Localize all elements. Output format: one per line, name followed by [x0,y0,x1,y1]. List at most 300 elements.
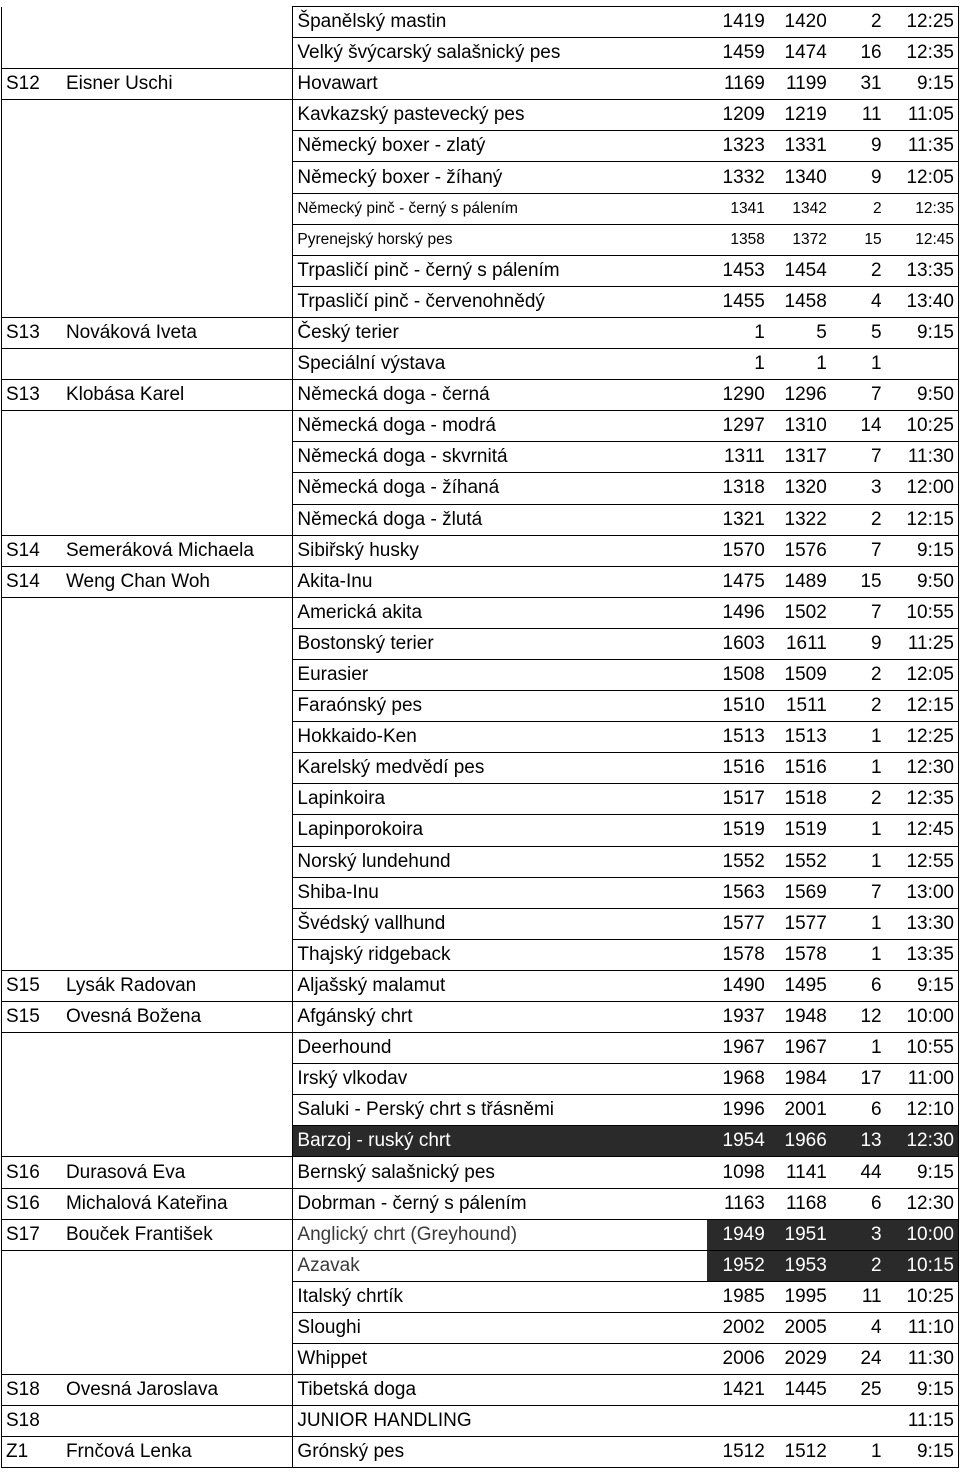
catalog-from-cell: 1358 [707,224,769,255]
ring-cell [2,473,62,504]
breed-cell: Velký švýcarský salašnický pes [293,38,707,69]
catalog-from-cell: 1968 [707,1064,769,1095]
catalog-from-cell: 1 [707,349,769,380]
ring-cell: S13 [2,317,62,348]
table-row [2,722,959,753]
ring-cell [2,815,62,846]
catalog-from-cell: 1552 [707,846,769,877]
table-row [2,784,959,815]
time-cell: 10:00 [886,1219,959,1250]
judge-cell [62,1095,293,1126]
judge-cell: Lysák Radovan [62,970,293,1001]
catalog-from-cell: 1419 [707,7,769,38]
ring-cell [2,1126,62,1157]
catalog-to-cell: 1967 [769,1033,831,1064]
catalog-from-cell: 1954 [707,1126,769,1157]
time-cell: 11:30 [886,442,959,473]
count-cell: 4 [831,1312,886,1343]
table-row [2,1095,959,1126]
count-cell: 1 [831,722,886,753]
time-cell: 9:15 [886,317,959,348]
catalog-to-cell: 1474 [769,38,831,69]
ring-cell [2,846,62,877]
time-cell: 12:15 [886,504,959,535]
table-row [2,1344,959,1375]
judge-cell: Klobása Karel [62,380,293,411]
catalog-from-cell [707,1406,769,1437]
judge-cell [62,691,293,722]
time-cell: 9:15 [886,535,959,566]
catalog-from-cell: 1578 [707,939,769,970]
ring-cell [2,286,62,317]
ring-cell: S15 [2,1002,62,1033]
count-cell: 5 [831,317,886,348]
catalog-from-cell: 1967 [707,1033,769,1064]
judge-cell: Weng Chan Woh [62,566,293,597]
judge-cell [62,1281,293,1312]
breed-cell: Španělský mastin [293,7,707,38]
catalog-to-cell: 1576 [769,535,831,566]
ring-cell [2,1095,62,1126]
count-cell: 3 [831,473,886,504]
time-cell: 12:10 [886,1095,959,1126]
ring-cell [2,100,62,131]
judge-cell: Nováková Iveta [62,317,293,348]
catalog-to-cell: 1219 [769,100,831,131]
judge-cell [62,784,293,815]
catalog-from-cell: 1 [707,317,769,348]
catalog-from-cell: 1323 [707,131,769,162]
ring-cell [2,162,62,193]
ring-cell [2,193,62,224]
judge-cell: Frnčová Lenka [62,1437,293,1468]
catalog-to-cell: 1519 [769,815,831,846]
ring-cell [2,597,62,628]
catalog-from-cell: 1577 [707,908,769,939]
catalog-from-cell: 1510 [707,691,769,722]
judge-cell [62,131,293,162]
catalog-to-cell: 1995 [769,1281,831,1312]
count-cell: 9 [831,162,886,193]
count-cell: 1 [831,753,886,784]
breed-cell: Irský vlkodav [293,1064,707,1095]
catalog-to-cell: 1513 [769,722,831,753]
table-row [2,255,959,286]
catalog-to-cell: 1516 [769,753,831,784]
time-cell: 11:00 [886,1064,959,1095]
ring-cell [2,753,62,784]
ring-cell: S16 [2,1157,62,1188]
breed-cell: Pyrenejský horský pes [293,224,707,255]
breed-cell: Německý boxer - žíhaný [293,162,707,193]
catalog-to-cell: 1420 [769,7,831,38]
judge-cell [62,877,293,908]
catalog-to-cell: 1552 [769,846,831,877]
breed-cell: Trpasličí pinč - červenohnědý [293,286,707,317]
table-row [2,473,959,504]
catalog-to-cell: 1322 [769,504,831,535]
catalog-to-cell: 1509 [769,659,831,690]
time-cell [886,349,959,380]
ring-cell [2,1064,62,1095]
ring-cell [2,722,62,753]
count-cell: 15 [831,566,886,597]
judge-cell [62,1312,293,1343]
time-cell: 12:25 [886,722,959,753]
breed-cell: Akita-Inu [293,566,707,597]
ring-cell: S18 [2,1375,62,1406]
judge-cell: Ovesná Jaroslava [62,1375,293,1406]
catalog-from-cell: 1985 [707,1281,769,1312]
time-cell: 12:30 [886,1188,959,1219]
count-cell: 7 [831,877,886,908]
table-row [2,1157,959,1188]
table-row [2,970,959,1001]
catalog-to-cell: 1951 [769,1219,831,1250]
time-cell: 13:40 [886,286,959,317]
count-cell: 6 [831,1095,886,1126]
table-row [2,38,959,69]
breed-cell: Bostonský terier [293,628,707,659]
time-cell: 12:35 [886,38,959,69]
judge-cell [62,1033,293,1064]
ring-cell: S15 [2,970,62,1001]
catalog-to-cell: 5 [769,317,831,348]
catalog-to-cell: 1168 [769,1188,831,1219]
breed-cell: Aljašský malamut [293,970,707,1001]
count-cell: 1 [831,846,886,877]
time-cell: 9:15 [886,1157,959,1188]
count-cell: 2 [831,7,886,38]
breed-cell: Trpasličí pinč - černý s pálením [293,255,707,286]
table-row [2,1188,959,1219]
catalog-from-cell: 1490 [707,970,769,1001]
catalog-from-cell: 1952 [707,1250,769,1281]
catalog-from-cell: 2002 [707,1312,769,1343]
count-cell: 1 [831,1033,886,1064]
ring-cell [2,255,62,286]
catalog-from-cell: 1341 [707,193,769,224]
catalog-to-cell: 1577 [769,908,831,939]
breed-cell: Italský chrtík [293,1281,707,1312]
breed-cell: Tibetská doga [293,1375,707,1406]
time-cell: 12:00 [886,473,959,504]
catalog-to-cell: 1611 [769,628,831,659]
catalog-to-cell: 1518 [769,784,831,815]
ring-cell [2,691,62,722]
breed-cell: Český terier [293,317,707,348]
table-row [2,193,959,224]
ring-cell [2,504,62,535]
time-cell: 12:35 [886,784,959,815]
judge-cell [62,442,293,473]
judge-cell [62,722,293,753]
count-cell: 11 [831,100,886,131]
count-cell: 11 [831,1281,886,1312]
catalog-to-cell: 1310 [769,411,831,442]
catalog-to-cell: 1489 [769,566,831,597]
catalog-from-cell: 1496 [707,597,769,628]
catalog-to-cell: 2001 [769,1095,831,1126]
breed-cell: Thajský ridgeback [293,939,707,970]
time-cell: 10:15 [886,1250,959,1281]
ring-cell [2,442,62,473]
table-row [2,286,959,317]
time-cell: 9:15 [886,1437,959,1468]
count-cell: 1 [831,815,886,846]
catalog-from-cell: 2006 [707,1344,769,1375]
count-cell: 1 [831,908,886,939]
count-cell [831,1406,886,1437]
catalog-to-cell: 1984 [769,1064,831,1095]
count-cell: 2 [831,659,886,690]
breed-cell: Americká akita [293,597,707,628]
breed-cell: Afgánský chrt [293,1002,707,1033]
breed-cell: Speciální výstava [293,349,707,380]
table-row [2,69,959,100]
catalog-from-cell: 1297 [707,411,769,442]
catalog-from-cell: 1098 [707,1157,769,1188]
breed-cell: Shiba-Inu [293,877,707,908]
time-cell: 12:15 [886,691,959,722]
breed-cell: Německý boxer - zlatý [293,131,707,162]
judge-cell [62,7,293,38]
ring-cell: S14 [2,535,62,566]
breed-cell: Německá doga - černá [293,380,707,411]
count-cell: 9 [831,628,886,659]
judge-cell [62,1064,293,1095]
judge-cell [62,939,293,970]
catalog-from-cell: 1163 [707,1188,769,1219]
judge-cell: Ovesná Božena [62,1002,293,1033]
table-row [2,753,959,784]
catalog-to-cell: 1199 [769,69,831,100]
catalog-from-cell: 1513 [707,722,769,753]
breed-cell: Lapinkoira [293,784,707,815]
catalog-from-cell: 1475 [707,566,769,597]
catalog-from-cell: 1290 [707,380,769,411]
catalog-to-cell: 2005 [769,1312,831,1343]
breed-cell: Německá doga - žlutá [293,504,707,535]
judge-cell [62,659,293,690]
catalog-from-cell: 1949 [707,1219,769,1250]
judge-cell [62,504,293,535]
table-row [2,535,959,566]
table-row [2,908,959,939]
breed-cell: Karelský medvědí pes [293,753,707,784]
table-row [2,162,959,193]
time-cell: 12:05 [886,659,959,690]
time-cell: 11:30 [886,1344,959,1375]
table-row [2,566,959,597]
table-row [2,597,959,628]
catalog-from-cell: 1937 [707,1002,769,1033]
catalog-to-cell: 1320 [769,473,831,504]
judge-cell [62,597,293,628]
ring-cell [2,877,62,908]
schedule-table [1,6,959,1468]
breed-cell: Německá doga - skvrnitá [293,442,707,473]
time-cell: 12:05 [886,162,959,193]
breed-cell: JUNIOR HANDLING [293,1406,707,1437]
time-cell: 10:55 [886,597,959,628]
judge-cell [62,1344,293,1375]
count-cell: 31 [831,69,886,100]
catalog-from-cell: 1519 [707,815,769,846]
breed-cell: Barzoj - ruský chrt [293,1126,707,1157]
time-cell: 9:15 [886,1375,959,1406]
count-cell: 2 [831,691,886,722]
breed-cell: Deerhound [293,1033,707,1064]
count-cell: 1 [831,349,886,380]
judge-cell [62,1250,293,1281]
ring-cell: S12 [2,69,62,100]
count-cell: 1 [831,939,886,970]
ring-cell [2,131,62,162]
judge-cell: Eisner Uschi [62,69,293,100]
judge-cell: Semeráková Michaela [62,535,293,566]
catalog-to-cell: 1948 [769,1002,831,1033]
catalog-to-cell: 1495 [769,970,831,1001]
judge-cell [62,411,293,442]
breed-cell: Kavkazský pastevecký pes [293,100,707,131]
catalog-from-cell: 1209 [707,100,769,131]
ring-cell [2,659,62,690]
table-row [2,131,959,162]
time-cell: 10:25 [886,1281,959,1312]
catalog-to-cell: 1511 [769,691,831,722]
count-cell: 7 [831,597,886,628]
count-cell: 7 [831,535,886,566]
judge-cell [62,473,293,504]
catalog-from-cell: 1455 [707,286,769,317]
ring-cell [2,7,62,38]
breed-cell: Sloughi [293,1312,707,1343]
time-cell: 9:50 [886,566,959,597]
catalog-from-cell: 1563 [707,877,769,908]
table-row [2,100,959,131]
catalog-to-cell: 1458 [769,286,831,317]
judge-cell [62,38,293,69]
ring-cell: S18 [2,1406,62,1437]
ring-cell: S13 [2,380,62,411]
count-cell: 25 [831,1375,886,1406]
count-cell: 7 [831,380,886,411]
catalog-from-cell: 1512 [707,1437,769,1468]
table-row [2,1312,959,1343]
catalog-to-cell: 1296 [769,380,831,411]
judge-cell [62,815,293,846]
judge-cell: Bouček František [62,1219,293,1250]
time-cell: 11:15 [886,1406,959,1437]
catalog-from-cell: 1570 [707,535,769,566]
table-row [2,380,959,411]
breed-cell: Dobrman - černý s pálením [293,1188,707,1219]
catalog-to-cell: 1578 [769,939,831,970]
breed-cell: Anglický chrt (Greyhound) [293,1219,707,1250]
time-cell: 9:15 [886,69,959,100]
table-row [2,1219,959,1250]
count-cell: 2 [831,504,886,535]
judge-cell [62,908,293,939]
catalog-from-cell: 1508 [707,659,769,690]
time-cell: 12:25 [886,7,959,38]
table-row [2,1375,959,1406]
catalog-to-cell: 1342 [769,193,831,224]
ring-cell [2,1344,62,1375]
table-row [2,349,959,380]
catalog-from-cell: 1516 [707,753,769,784]
ring-cell [2,1250,62,1281]
ring-cell: S14 [2,566,62,597]
catalog-from-cell: 1169 [707,69,769,100]
breed-cell: Azavak [293,1250,707,1281]
count-cell: 1 [831,1437,886,1468]
time-cell: 10:25 [886,411,959,442]
table-row [2,317,959,348]
judge-cell [62,1126,293,1157]
catalog-from-cell: 1318 [707,473,769,504]
ring-cell [2,411,62,442]
time-cell: 13:35 [886,255,959,286]
ring-cell [2,1312,62,1343]
table-row [2,846,959,877]
time-cell: 10:55 [886,1033,959,1064]
time-cell: 12:55 [886,846,959,877]
time-cell: 9:15 [886,970,959,1001]
table-row [2,1250,959,1281]
table-row [2,442,959,473]
time-cell: 12:45 [886,224,959,255]
count-cell: 24 [831,1344,886,1375]
table-row [2,1406,959,1437]
table-row [2,224,959,255]
breed-cell: Německá doga - žíhaná [293,473,707,504]
table-row [2,1002,959,1033]
ring-cell [2,349,62,380]
judge-cell: Durasová Eva [62,1157,293,1188]
count-cell: 15 [831,224,886,255]
table-row [2,1281,959,1312]
catalog-from-cell: 1332 [707,162,769,193]
catalog-from-cell: 1453 [707,255,769,286]
time-cell: 11:35 [886,131,959,162]
judge-cell [62,753,293,784]
catalog-to-cell: 1340 [769,162,831,193]
time-cell: 11:10 [886,1312,959,1343]
table-row [2,1126,959,1157]
time-cell: 12:35 [886,193,959,224]
table-row [2,691,959,722]
count-cell: 3 [831,1219,886,1250]
catalog-from-cell: 1459 [707,38,769,69]
catalog-from-cell: 1996 [707,1095,769,1126]
count-cell: 14 [831,411,886,442]
judge-cell [62,349,293,380]
judge-cell [62,193,293,224]
catalog-from-cell: 1517 [707,784,769,815]
time-cell: 10:00 [886,1002,959,1033]
time-cell: 13:00 [886,877,959,908]
catalog-from-cell: 1421 [707,1375,769,1406]
table-row [2,504,959,535]
table-row [2,1064,959,1095]
catalog-to-cell [769,1406,831,1437]
catalog-from-cell: 1321 [707,504,769,535]
count-cell: 16 [831,38,886,69]
ring-cell [2,784,62,815]
catalog-to-cell: 1 [769,349,831,380]
